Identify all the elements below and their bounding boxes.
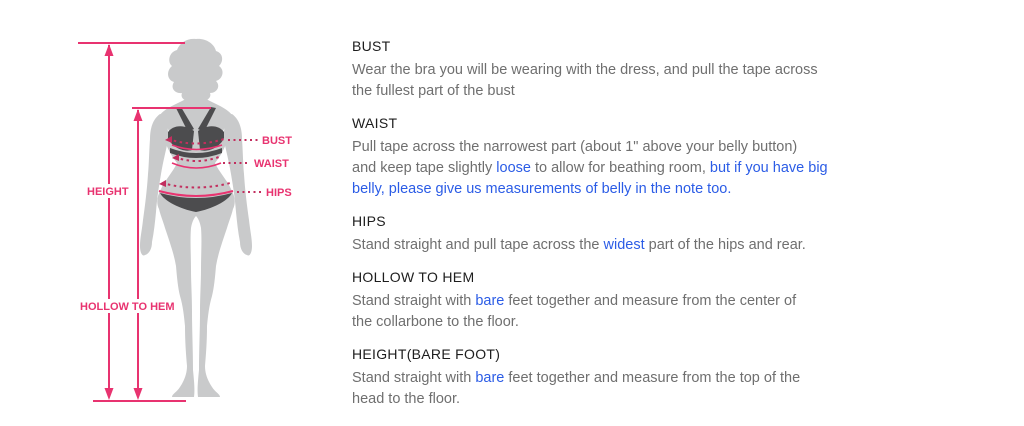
height-arrow-down [105,388,114,400]
measure-section [352,346,912,410]
body-text: and keep tape slightly [352,160,497,176]
section-heading: HOLLOW TO HEM [352,269,475,285]
body-text: head to the floor. [352,391,461,407]
highlighted-text: loose [496,160,531,176]
hips-label: HIPS [266,187,292,199]
body-text: Stand straight with [352,293,476,309]
body-text: Stand straight and pull tape across the [352,237,604,253]
highlighted-text: bare [475,293,505,309]
section-heading: BUST [352,38,391,54]
highlighted-text: bare [475,370,505,386]
highlighted-text: widest [603,237,645,253]
section-heading: HEIGHT(BARE FOOT) [352,346,501,362]
measure-sections [352,38,912,423]
section-heading: HIPS [352,213,386,229]
measurement-figure [0,0,330,426]
figure-panel [0,0,330,426]
dimension-arrowheads [105,44,143,400]
body-text: the fullest part of the bust [352,83,515,99]
body-text: the collarbone to the floor. [352,314,519,330]
section-body [352,368,912,410]
highlighted-text: but if you have big [709,160,828,176]
body-text: part of the hips and rear. [644,237,806,253]
section-heading: WAIST [352,115,398,131]
body-text: feet together and measure from the top of the [504,370,801,386]
measure-section [352,38,912,102]
height-arrow-up [105,44,114,56]
hollow-arrow-down [134,388,143,400]
section-body [352,235,912,256]
body-text: Pull tape across the narrowest part (about 1" above your belly button) [352,139,798,155]
section-body [352,291,912,333]
body-text: Stand straight with [352,370,476,386]
hips-tape-arrow [159,180,166,187]
torso-legs-shape [157,97,234,397]
hollow-to-hem-label: HOLLOW TO HEM [80,301,175,313]
measure-section [352,213,912,256]
highlighted-text: belly, please give us measurements of belly in the note too. [352,181,732,197]
female-silhouette [140,39,252,397]
height-label: HEIGHT [87,186,129,198]
body-text: feet together and measure from the center of [504,293,797,309]
body-text: to allow for beathing room, [530,160,710,176]
section-body [352,137,912,200]
bust-label: BUST [262,135,292,147]
body-text: Wear the bra you will be wearing with the dress, and pull the tape across [352,62,818,78]
hollow-arrow-up [134,109,143,121]
measure-section [352,269,912,333]
measure-section [352,115,912,200]
section-body [352,60,912,102]
waist-label: WAIST [254,158,289,170]
